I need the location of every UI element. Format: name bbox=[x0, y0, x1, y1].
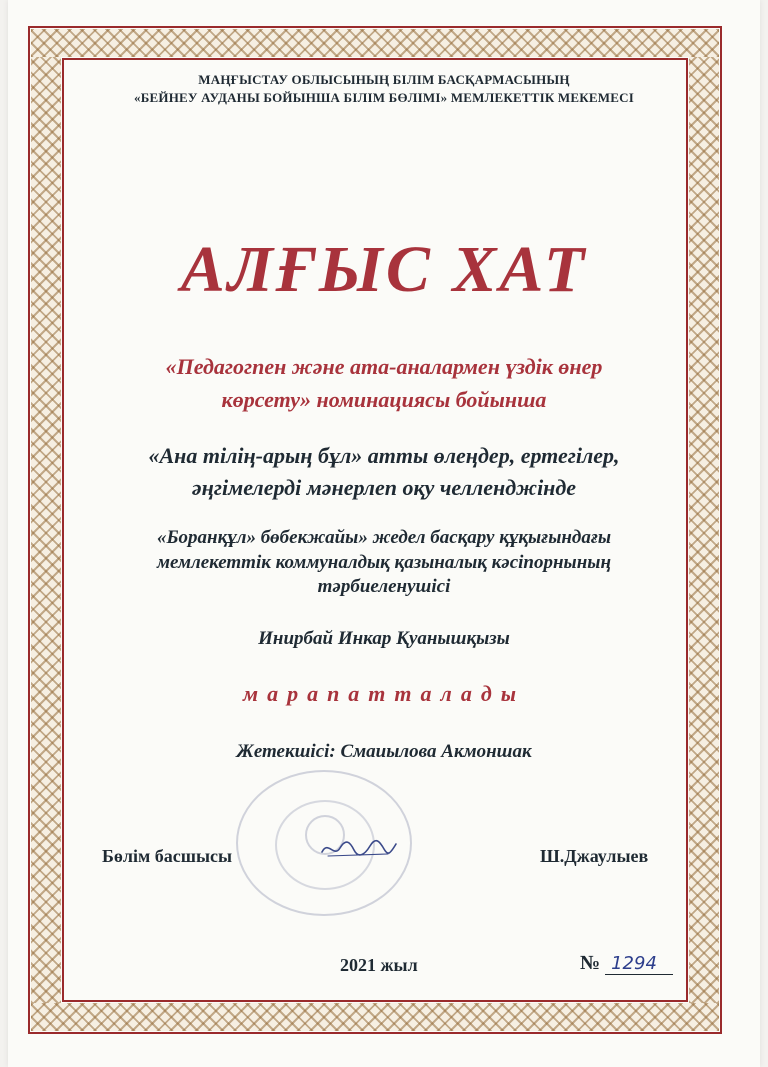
recipient-name: Инирбай Инкар Қуанышқызы bbox=[258, 628, 510, 649]
handwritten-signature bbox=[318, 832, 398, 862]
institution-line-3: тәрбиеленушісі bbox=[317, 576, 451, 597]
institution-line-2: мемлекеттік коммуналдық қазыналық кәсіпорнының bbox=[156, 552, 611, 573]
certificate-title: АЛҒЫС ХАТ bbox=[180, 233, 588, 306]
issuer-line-1: МАҢҒЫСТАУ ОБЛЫСЫНЫҢ БІЛІМ БАСҚАРМАСЫНЫҢ bbox=[198, 72, 570, 87]
nomination-line-1: «Педагогпен және ата-аналармен үздік өнер bbox=[165, 354, 603, 379]
award-word: марапатталады bbox=[243, 681, 525, 706]
institution-line-1: «Боранқұл» бөбекжайы» жедел басқару құқығындағы bbox=[156, 527, 612, 548]
signatory-position: Бөлім басшысы bbox=[102, 846, 233, 866]
issuer-line-2: «БЕЙНЕУ АУДАНЫ БОЙЫНША БІЛІМ БӨЛІМІ» МЕМЛЕКЕТТІК МЕКЕМЕСІ bbox=[134, 90, 634, 105]
nomination-line-2: көрсету» номинациясы бойынша bbox=[221, 387, 547, 412]
issue-year: 2021 жыл bbox=[340, 955, 418, 975]
challenge-line-1: «Ана тілің-арың бұл» атты өлеңдер, ертегілер, bbox=[148, 443, 620, 468]
number-value: 1294 bbox=[605, 953, 673, 975]
signatory-name: Ш.Джаулыев bbox=[540, 846, 649, 866]
challenge-line-2: әңгімелерді мәнерлеп оқу челленджінде bbox=[191, 475, 577, 500]
mentor-line: Жетекшісі: Смаиылова Акмоншак bbox=[236, 741, 532, 762]
certificate-number bbox=[580, 952, 673, 975]
number-label: № bbox=[580, 952, 601, 974]
